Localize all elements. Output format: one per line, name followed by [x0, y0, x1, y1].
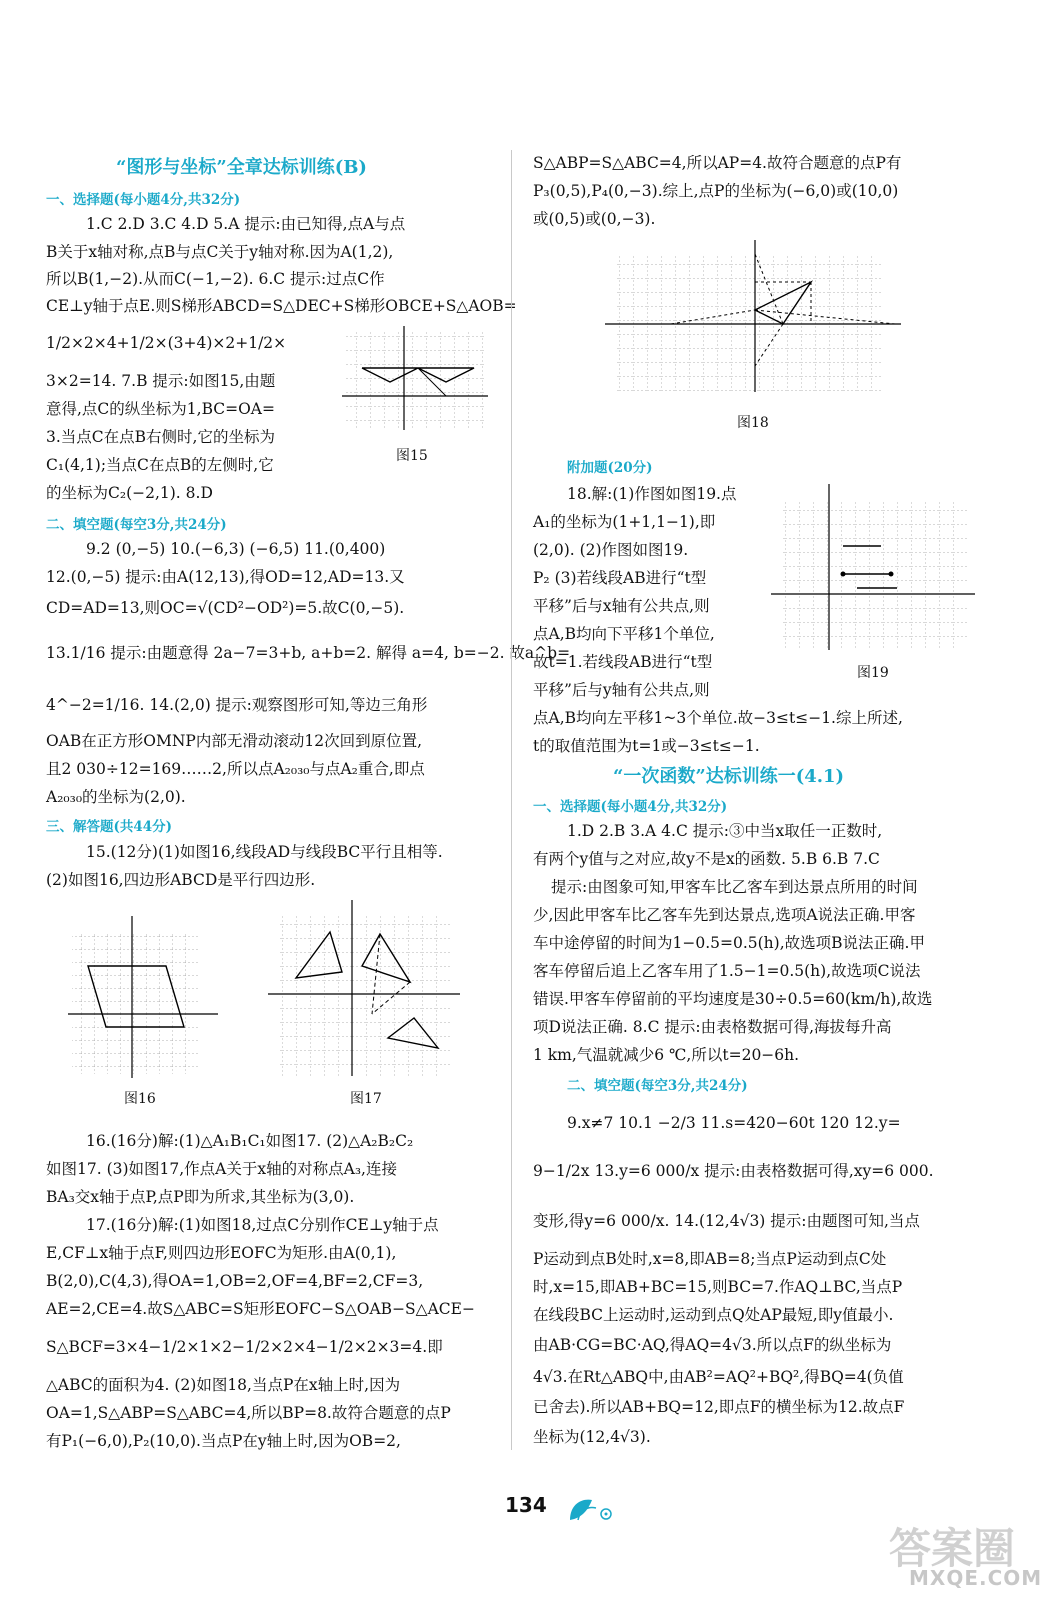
section-heading: 二、填空题(每空3分,共24分) [46, 517, 227, 533]
text-line: 少,因此甲客车比乙客车先到达景点,选项A说法正确.甲客 [533, 906, 916, 924]
text-line: BA₃交x轴于点P,点P即为所求,其坐标为(3,0). [46, 1188, 355, 1206]
text-line: 4√3.在Rt△ABQ中,由AB²=AQ²+BQ²,得BQ=4(负值 [533, 1368, 904, 1386]
figure-15 [342, 322, 492, 432]
figure-caption: 图17 [350, 1091, 382, 1107]
section-heading: 二、填空题(每空3分,共24分) [567, 1078, 748, 1094]
text-line: E,CF⊥x轴于点F,则四边形EOFC为矩形.由A(0,1), [46, 1244, 397, 1262]
text-line: 1.C 2.D 3.C 4.D 5.A 提示:由已知得,点A与点 [86, 215, 406, 233]
figure-19 [771, 482, 977, 652]
text-line: 18.解:(1)作图如图19.点 [567, 485, 737, 503]
section-heading: 一、选择题(每小题4分,共32分) [46, 192, 241, 208]
text-line: 点A,B均向左平移1~3个单位.故−3≤t≤−1.综上所述, [533, 709, 903, 727]
text-line: A₁的坐标为(1+1,1−1),即 [533, 513, 716, 531]
text-line: 所以B(1,−2).从而C(−1,−2). 6.C 提示:过点C作 [46, 270, 385, 288]
text-line: 9.x≠7 10.1 −2/3 11.s=420−60t 120 12.y= [567, 1114, 901, 1132]
text-line: 1.D 2.B 3.A 4.C 提示:③中当x取任一正数时, [567, 822, 883, 840]
watermark [879, 1512, 1043, 1592]
figure-caption: 图19 [857, 665, 889, 681]
text-line: B关于x轴对称,点B与点C关于y轴对称.因为A(1,2), [46, 243, 394, 261]
text-line: 16.(16分)解:(1)△A₁B₁C₁如图17. (2)△A₂B₂C₂ [86, 1132, 414, 1150]
text-line: 13.1/16 提示:由题意得 2a−7=3+b, a+b=2. 解得 a=4, b=−2. 故a^b= [46, 644, 571, 662]
figure-16 [68, 910, 228, 1080]
text-line: P运动到点B处时,x=8,即AB=8;当点P运动到点C处 [533, 1250, 887, 1268]
section-title: “一次函数”达标训练一(4.1) [613, 766, 845, 787]
text-line: 3×2=14. 7.B 提示:如图15,由题 [46, 372, 276, 390]
text-line: 12.(0,−5) 提示:由A(12,13),得OD=12,AD=13.又 [46, 568, 405, 586]
text-line: 9−1/2x 13.y=6 000/x 提示:由表格数据可得,xy=6 000. [533, 1162, 934, 1180]
text-line: 故t=1.若线段AB进行“t型 [533, 653, 713, 671]
text-line: 在线段BC上运动时,运动到点Q处AP最短,即y值最小. [533, 1306, 894, 1324]
text-line: B(2,0),C(4,3),得OA=1,OB=2,OF=4,BF=2,CF=3, [46, 1272, 424, 1290]
text-line: 1 km,气温就减少6 ℃,所以t=20−6h. [533, 1046, 800, 1064]
text-line: 1/2×2×4+1/2×(3+4)×2+1/2× [46, 334, 287, 352]
text-line: CD=AD=13,则OC=√(CD²−OD²)=5.故C(0,−5). [46, 599, 405, 617]
column-divider [511, 150, 512, 1450]
text-line: A₂₀₃₀的坐标为(2,0). [46, 788, 186, 806]
text-line: 时,x=15,即AB+BC=15,则BC=7.作AQ⊥BC,当点P [533, 1278, 903, 1296]
text-line: C₁(4,1);当点C在点B的左侧时,它 [46, 456, 274, 474]
text-line: S△BCF=3×4−1/2×1×2−1/2×2×4−1/2×2×3=4.即 [46, 1338, 443, 1356]
section-title: “图形与坐标”全章达标训练(B) [116, 157, 367, 178]
figure-caption: 图16 [124, 1091, 156, 1107]
text-line: 4^−2=1/16. 14.(2,0) 提示:观察图形可知,等边三角形 [46, 696, 428, 714]
figure-caption: 图18 [737, 415, 769, 431]
text-line: 的坐标为C₂(−2,1). 8.D [46, 484, 213, 502]
text-line: 变形,得y=6 000/x. 14.(12,4√3) 提示:由题图可知,当点 [533, 1212, 920, 1230]
watermark-logo-text: 答案圈 [889, 1524, 1016, 1573]
section-heading: 附加题(20分) [567, 460, 653, 476]
text-line: 车中途停留的时间为1−0.5=0.5(h),故选项B说法正确.甲 [533, 934, 925, 952]
text-line: 或(0,5)或(0,−3). [533, 210, 656, 228]
text-line: 有两个y值与之对应,故y不是x的函数. 5.B 6.B 7.C [533, 850, 880, 868]
text-line: 提示:由图象可知,甲客车比乙客车到达景点所用的时间 [551, 878, 918, 896]
text-line: CE⊥y轴于点E.则S梯形ABCD=S△DEC+S梯形OBCE+S△AOB= [46, 297, 517, 315]
text-line: (2)如图16,四边形ABCD是平行四边形. [46, 871, 316, 889]
figure-17 [268, 896, 464, 1078]
text-line: P₂ (3)若线段AB进行“t型 [533, 569, 707, 587]
text-line: 错误.甲客车停留前的平均速度是30÷0.5=60(km/h),故选 [533, 990, 933, 1008]
text-line: P₃(0,5),P₄(0,−3).综上,点P的坐标为(−6,0)或(10,0) [533, 182, 899, 200]
text-line: (2,0). (2)作图如图19. [533, 541, 689, 559]
text-line: 有P₁(−6,0),P₂(10,0).当点P在y轴上时,因为OB=2, [46, 1432, 401, 1450]
text-line: 15.(12分)(1)如图16,线段AD与线段BC平行且相等. [86, 843, 443, 861]
figure-18 [605, 236, 905, 396]
text-line: 且2 030÷12=169……2,所以点A₂₀₃₀与点A₂重合,即点 [46, 760, 425, 778]
section-heading: 一、选择题(每小题4分,共32分) [533, 799, 728, 815]
text-line: 9.2 (0,−5) 10.(−6,3) (−6,5) 11.(0,400) [86, 540, 386, 558]
text-line: OAB在正方形OMNP内部无滑动滚动12次回到原位置, [46, 732, 423, 750]
text-line: 平移”后与x轴有公共点,则 [533, 597, 710, 615]
text-line: 点A,B均向下平移1个单位, [533, 625, 715, 643]
text-line: 意得,点C的纵坐标为1,BC=OA= [46, 400, 275, 418]
text-line: S△ABP=S△ABC=4,所以AP=4.故符合题意的点P有 [533, 154, 902, 172]
text-line: 3.当点C在点B右侧时,它的坐标为 [46, 428, 275, 446]
text-line: OA=1,S△ABP=S△ABC=4,所以BP=8.故符合题意的点P [46, 1404, 451, 1422]
text-line: t的取值范围为t=1或−3≤t≤−1. [533, 737, 760, 755]
page-number: 134 [505, 1493, 547, 1517]
text-line: 17.(16分)解:(1)如图18,过点C分别作CE⊥y轴于点 [86, 1216, 439, 1234]
figure-caption: 图15 [396, 448, 428, 464]
text-line: 如图17. (3)如图17,作点A关于x轴的对称点A₃,连接 [46, 1160, 397, 1178]
watermark-url: MXQE.COM [909, 1566, 1043, 1590]
text-line: 项D说法正确. 8.C 提示:由表格数据可得,海拔每升高 [533, 1018, 892, 1036]
text-line: 已舍去).所以AB+BQ=12,即点F的横坐标为12.故点F [533, 1398, 905, 1416]
text-line: 平移”后与y轴有公共点,则 [533, 681, 710, 699]
section-heading: 三、解答题(共44分) [46, 819, 173, 835]
text-line: 坐标为(12,4√3). [533, 1428, 651, 1446]
text-line: 客车停留后追上乙客车用了1.5−1=0.5(h),故选项C说法 [533, 962, 921, 980]
text-line: 由AB·CG=BC·AQ,得AQ=4√3.所以点F的纵坐标为 [533, 1336, 892, 1354]
text-line: AE=2,CE=4.故S△ABC=S矩形EOFC−S△OAB−S△ACE− [46, 1300, 475, 1318]
leaf-icon [566, 1494, 616, 1524]
text-line: △ABC的面积为4. (2)如图18,当点P在x轴上时,因为 [46, 1376, 401, 1394]
